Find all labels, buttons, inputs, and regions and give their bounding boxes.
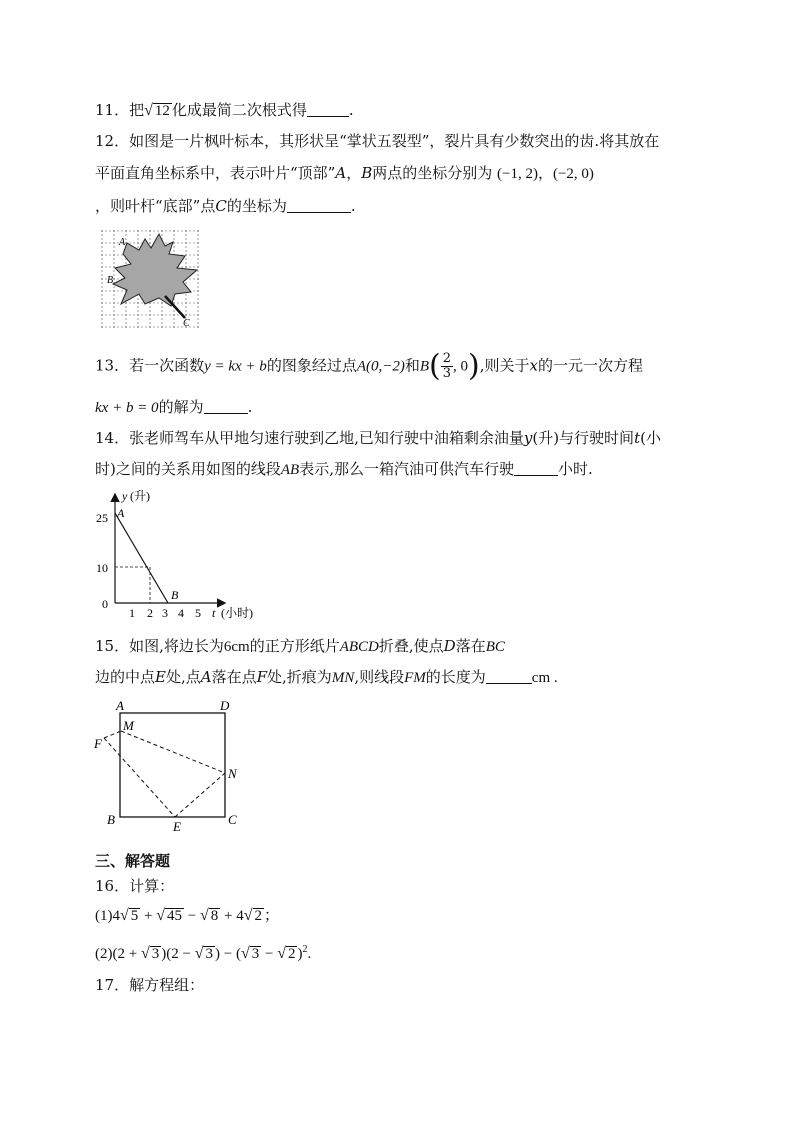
y-unit: (升) (130, 489, 150, 503)
question-12-line1: 12．如图是一片枫叶标本，其形状呈“掌状五裂型”，裂片具有少数突出的齿.将其放在 (95, 132, 660, 150)
q11-sqrt: √ 12 (144, 102, 170, 119)
answer-blank (287, 198, 351, 213)
question-16-part2: (2)(2 + √ 3 )(2 − √ 3 ) − (√ 3 − √ 2 )$^2$. (95, 944, 312, 962)
y-tick-25: 25 (96, 511, 108, 525)
question-12-line2: 平面直角坐标系中，表示叶片“顶部”A，B两点的坐标分别为 (−1, 2)，(−2, 0) (95, 164, 594, 182)
answer-blank (204, 399, 248, 414)
x-axis-label: t (212, 606, 216, 620)
x-tick-5: 5 (195, 606, 201, 620)
answer-blank (307, 102, 349, 117)
folded-square-figure (92, 696, 252, 836)
point-B-label: B (171, 588, 179, 602)
answer-blank (486, 669, 532, 684)
fraction-two-thirds: $\frac{2}{3}$ (442, 351, 452, 381)
x-tick-4: 4 (178, 606, 184, 620)
label-C: C (228, 812, 237, 827)
x-tick-1: 1 (129, 606, 135, 620)
label-A: A (116, 698, 124, 713)
label-C: C (183, 318, 190, 329)
label-B: B (107, 812, 115, 827)
x-unit: (小时) (221, 606, 253, 620)
origin-label: 0 (102, 597, 108, 611)
q11-number: 11．把 (95, 101, 145, 119)
answer-blank (514, 461, 558, 476)
segment-AB (115, 513, 168, 603)
x-tick-2: 2 (147, 606, 153, 620)
section-heading: 三、解答题 (95, 852, 171, 870)
label-B: B (107, 275, 114, 286)
label-A: A (119, 237, 126, 248)
question-16-part1: (1)4√ 5 + √ 45 − √ 8 + 4√ 2 ； (95, 907, 280, 924)
x-tick-3: 3 (162, 606, 168, 620)
question-16-title: 16．计算： (95, 877, 175, 895)
y-axis-label: y (122, 489, 128, 503)
question-15-line2: 边的中点E处,点A落在点F处,折痕为MN,则线段FM的长度为 cm . (95, 668, 558, 686)
label-E: E (173, 819, 181, 834)
label-F: F (94, 736, 102, 751)
square-ABCD (120, 713, 225, 817)
point-A-label: A (117, 506, 125, 520)
maple-leaf-figure (101, 230, 201, 328)
question-13-line1: 13．若一次函数y = kx + b的图象经过点A(0,−2)和B( $\frac{2}{3}$ , 0),则关于x的一元一次方程 (95, 348, 644, 384)
question-14-line1: 14．张老师驾车从甲地匀速行驶到乙地,已知行驶中油箱剩余油量y(升)与行驶时间t(小 (95, 429, 661, 447)
fuel-graph (92, 490, 282, 622)
question-17-title: 17．解方程组： (95, 976, 205, 994)
question-14-line2: 时)之间的关系用如图的线段AB表示,那么一箱汽油可供汽车行驶 小时. (95, 460, 593, 478)
question-12-line3: ，则叶杆“底部”点C的坐标为 . (95, 197, 356, 215)
y-tick-10: 10 (96, 561, 108, 575)
label-M: M (123, 718, 134, 733)
label-D: D (220, 698, 230, 713)
question-13-line2: kx + b = 0的解为 . (95, 398, 253, 416)
question-11: 11．把√ 12 化成最简二次根式得 . (95, 101, 354, 119)
maple-leaf-shape (113, 234, 197, 306)
question-15-line1: 15．如图,将边长为6cm的正方形纸片ABCD折叠,使点D落在BC (95, 637, 505, 655)
label-N: N (228, 766, 237, 781)
